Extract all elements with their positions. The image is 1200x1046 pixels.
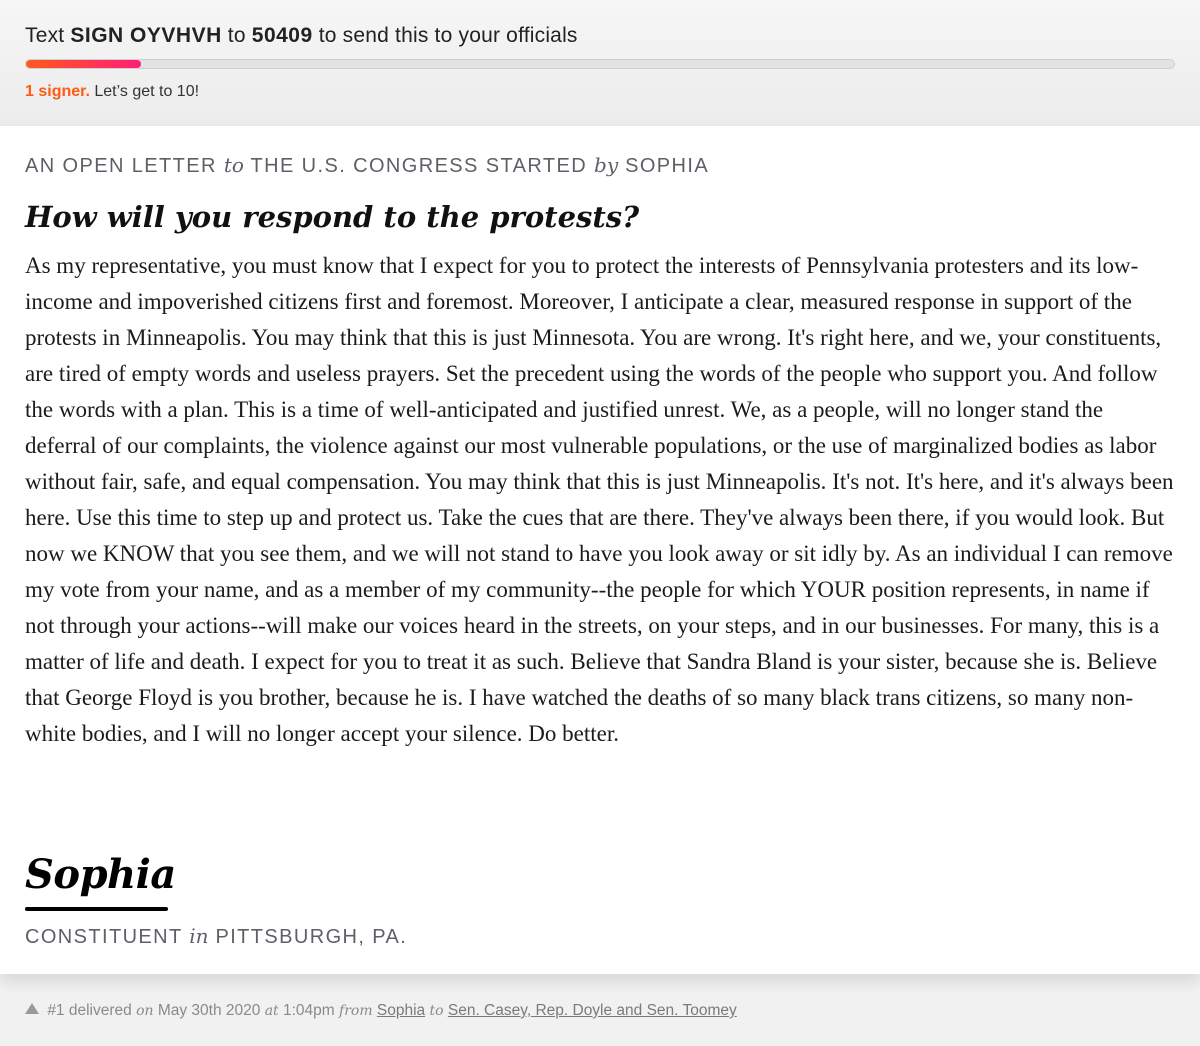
footer-to: to: [429, 1003, 444, 1019]
delivered-count: #1 delivered: [47, 1002, 132, 1019]
delivered-date: May 30th 2020: [157, 1002, 261, 1019]
sms-signup-banner: [0, 0, 1200, 126]
kicker-to: to: [223, 153, 244, 177]
role-constituent: CONSTITUENT: [25, 926, 183, 948]
kicker-recipient: THE U.S. CONGRESS STARTED: [250, 155, 588, 177]
letter-kicker: [25, 153, 709, 178]
signature-underline: [25, 907, 168, 911]
signer-progress-fill: [26, 60, 141, 68]
role-in: in: [189, 924, 209, 948]
kicker-by: by: [594, 153, 619, 177]
letter-body: As my representative, you must know that I expect for you to protect the interests of Pennsylvania protesters and its low-income and impoverished citizens first and foremost. Moreover, I anticipate a clear, measured response in support of the protests in Minneapolis. You may think that this is just Minnesota. You are wrong. It's right here, and we, your constituents, are tired of empty words and useless prayers. Set the precedent using the words of the people who support you. And follow the words with a plan. This is a time of well-anticipated and justified unrest. We, as a people, will no longer stand the deferral of our complaints, the violence against our most vulnerable populations, or the use of marginalized bodies as labor without fair, safe, and equal compensation. You may think that this is just Minneapolis. It's not. It's here, and it's always been here. Use this time to step up and protect us. Take the cues that are there. They've always been there, if you would look. But now we KNOW that you see them, and we will not stand to have you look away or sit idly by. As an individual I can remove my vote from your name, and as a member of my community--the people for which YOUR position represents, in name if not through your actions--will make our voices heard in the streets, on your steps, and in our businesses. For many, this is a matter of life and death. I expect for you to treat it as such. Believe that Sandra Bland is your sister, because she is. Believe that George Floyd is you brother, because he is. I have watched the deaths of so many black trans citizens, so many non-white bodies, and I will no longer accept your silence. Do better.: [25, 253, 1174, 746]
text-to-sign-instruction: [25, 24, 578, 48]
letter-headline: How will you respond to the protests?: [25, 200, 640, 234]
cta-suffix: to send this to your officials: [318, 24, 578, 47]
sms-keyword: SIGN OYVHVH: [70, 24, 222, 47]
recipients-link[interactable]: Sen. Casey, Rep. Doyle and Sen. Toomey: [447, 1002, 737, 1019]
sms-shortcode: 50409: [251, 24, 313, 47]
role-place: PITTSBURGH, PA.: [215, 926, 408, 948]
signer-progress-bar: [25, 59, 1175, 69]
sender-link[interactable]: Sophia: [376, 1002, 426, 1019]
kicker-author: SOPHIA: [625, 155, 710, 177]
cta-to: to: [227, 24, 246, 47]
footer-on: on: [136, 1003, 154, 1019]
footer-from: from: [339, 1003, 373, 1019]
cta-prefix: Text: [25, 24, 65, 47]
delivered-time: 1:04pm: [283, 1002, 335, 1019]
signature: Sophia: [25, 851, 176, 898]
open-letter-card: [0, 126, 1200, 974]
signer-location: [25, 924, 407, 949]
signer-goal: Let’s get to 10!: [94, 83, 200, 100]
triangle-up-icon: [25, 1003, 39, 1014]
signer-status: [25, 83, 199, 101]
footer-at: at: [264, 1003, 279, 1019]
delivery-info: [25, 1002, 737, 1020]
kicker-open-letter: AN OPEN LETTER: [25, 155, 217, 177]
signer-count: 1 signer.: [25, 83, 90, 100]
